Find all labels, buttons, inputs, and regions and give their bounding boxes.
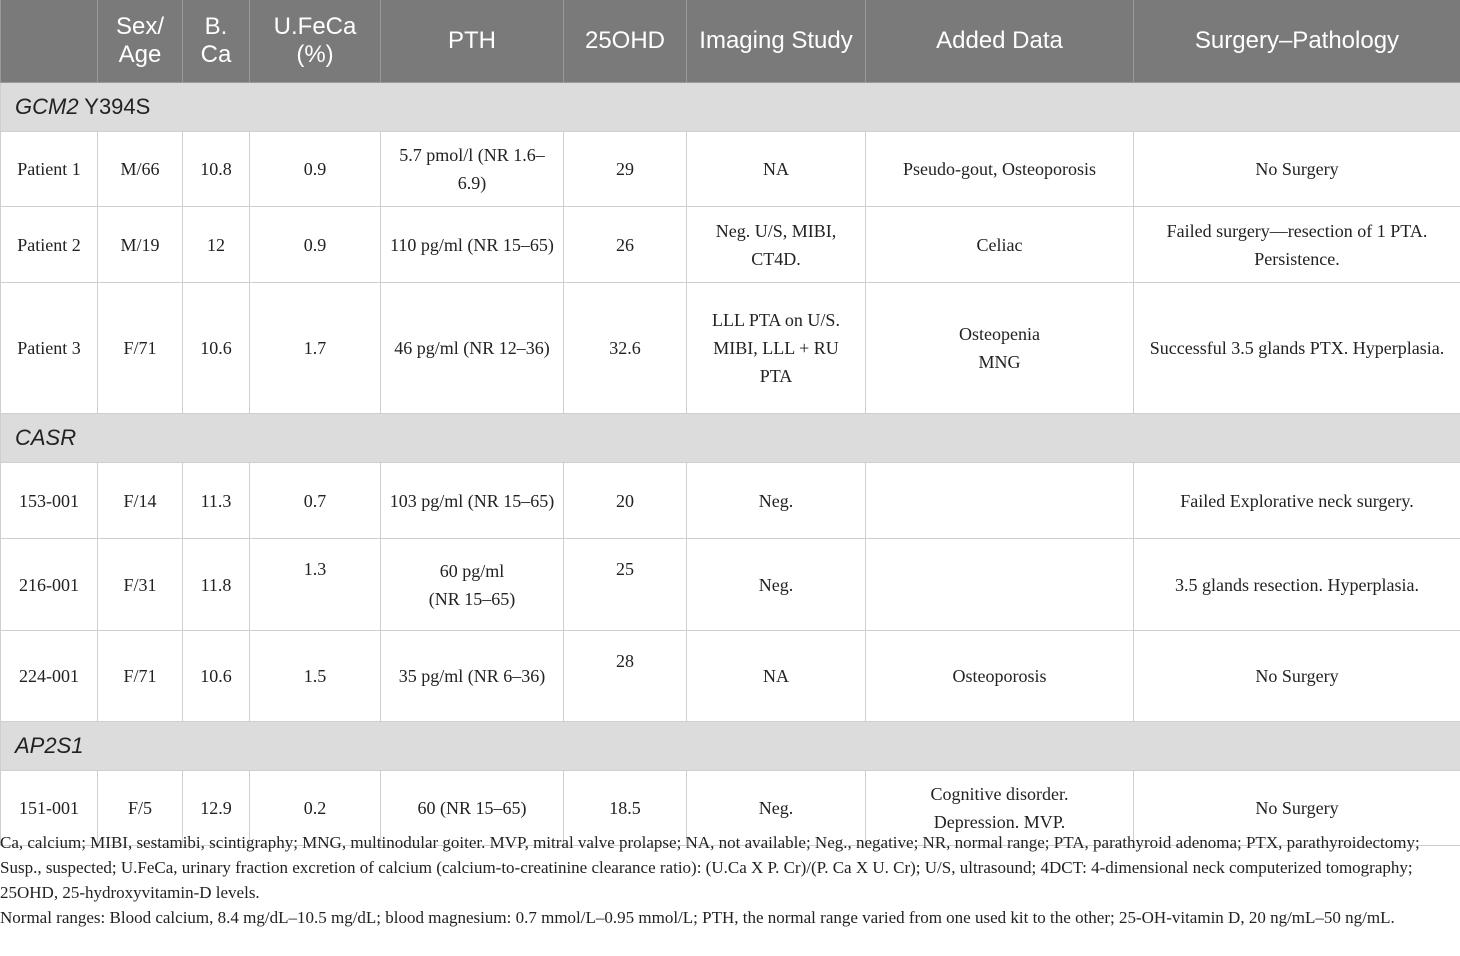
cell-sex-age: F/5: [98, 771, 183, 846]
cell-ufeca: 0.7: [250, 463, 381, 539]
group-row-casr: [1, 414, 1460, 463]
cell-id: Patient 3: [1, 283, 98, 414]
table-row: [1, 463, 1460, 539]
table-row: [1, 283, 1460, 414]
footnote-normal-ranges: Normal ranges: Blood calcium, 8.4 mg/dL–10.5 mg/dL; blood magnesium: 0.7 mmol/L–0.95 mmol/L; PTH, the normal range varied from one used kit to the other; 25-OH-vitamin D, 20 ng/mL–50 ng/mL.: [0, 908, 1395, 927]
cell-25ohd: 26: [564, 207, 687, 283]
group-label: [1, 414, 1460, 463]
cell-ufeca: 0.2: [250, 771, 381, 846]
cell-25ohd: 25: [564, 539, 687, 631]
gene-variant: Y394S: [78, 94, 151, 119]
cell-bca: 12: [183, 207, 250, 283]
cell-imaging: Neg.: [687, 771, 866, 846]
cell-sex-age: F/31: [98, 539, 183, 631]
table-row: [1, 539, 1460, 631]
cell-bca: 12.9: [183, 771, 250, 846]
cell-sex-age: F/71: [98, 283, 183, 414]
cell-added-data: [866, 463, 1134, 539]
cell-25ohd: 18.5: [564, 771, 687, 846]
cell-bca: 10.6: [183, 283, 250, 414]
cell-surgery: No Surgery: [1134, 771, 1460, 846]
header-added-data: Added Data: [866, 0, 1134, 83]
cell-surgery: 3.5 glands resection. Hyperplasia.: [1134, 539, 1460, 631]
cell-pth: [381, 539, 564, 631]
cell-id: 224-001: [1, 631, 98, 722]
added-data-line: Depression. MVP.: [933, 812, 1066, 832]
cell-ufeca: 1.3: [250, 539, 381, 631]
cell-imaging: Neg.: [687, 539, 866, 631]
gene-name: CASR: [15, 425, 77, 450]
group-row-ap2s1: [1, 722, 1460, 771]
cell-surgery: No Surgery: [1134, 631, 1460, 722]
cell-sex-age: M/66: [98, 132, 183, 207]
cell-imaging: [687, 283, 866, 414]
group-label: [1, 722, 1460, 771]
cell-surgery: Failed Explorative neck surgery.: [1134, 463, 1460, 539]
cell-ufeca: 0.9: [250, 132, 381, 207]
cell-25ohd: 32.6: [564, 283, 687, 414]
header-sex-age: Sex/ Age: [98, 0, 183, 83]
cell-imaging: Neg.: [687, 463, 866, 539]
cell-added-data: Celiac: [866, 207, 1134, 283]
imaging-line: LLL PTA on U/S.: [712, 310, 840, 330]
cell-pth: 5.7 pmol/l (NR 1.6–6.9): [381, 132, 564, 207]
cell-pth: 103 pg/ml (NR 15–65): [381, 463, 564, 539]
cell-bca: 11.3: [183, 463, 250, 539]
cell-sex-age: F/71: [98, 631, 183, 722]
cell-id: 153-001: [1, 463, 98, 539]
cell-imaging: NA: [687, 132, 866, 207]
cell-25ohd: 28: [564, 631, 687, 722]
cell-25ohd: 29: [564, 132, 687, 207]
cell-bca: 10.8: [183, 132, 250, 207]
header-surgery-pathology: Surgery–Pathology: [1134, 0, 1460, 83]
cell-surgery: Successful 3.5 glands PTX. Hyperplasia.: [1134, 283, 1460, 414]
header-25ohd: 25OHD: [564, 0, 687, 83]
header-ufeca: U.FeCa (%): [250, 0, 381, 83]
header-id: [1, 0, 98, 83]
cell-pth: 46 pg/ml (NR 12–36): [381, 283, 564, 414]
gene-name: GCM2: [15, 94, 79, 119]
cell-id: 216-001: [1, 539, 98, 631]
cell-pth: 110 pg/ml (NR 15–65): [381, 207, 564, 283]
cell-pth: 60 (NR 15–65): [381, 771, 564, 846]
added-data-line: MNG: [978, 352, 1021, 372]
cell-id: Patient 2: [1, 207, 98, 283]
cell-ufeca: 1.5: [250, 631, 381, 722]
cell-added-data: [866, 539, 1134, 631]
header-imaging-study: Imaging Study: [687, 0, 866, 83]
header-pth: PTH: [381, 0, 564, 83]
cell-surgery: Failed surgery—resection of 1 PTA. Persistence.: [1134, 207, 1460, 283]
cell-bca: 10.6: [183, 631, 250, 722]
gene-name: AP2S1: [15, 733, 84, 758]
group-label: [1, 83, 1460, 132]
table-row: [1, 207, 1460, 283]
group-row-gcm2: [1, 83, 1460, 132]
table-row: [1, 631, 1460, 722]
cell-added-data: Osteoporosis: [866, 631, 1134, 722]
cell-ufeca: 1.7: [250, 283, 381, 414]
cell-pth: 35 pg/ml (NR 6–36): [381, 631, 564, 722]
cell-imaging: NA: [687, 631, 866, 722]
pth-line: (NR 15–65): [428, 588, 516, 609]
cell-bca: 11.8: [183, 539, 250, 631]
cell-added-data: Pseudo-gout, Osteoporosis: [866, 132, 1134, 207]
header-blood-calcium: B. Ca: [183, 0, 250, 83]
cell-imaging: Neg. U/S, MIBI, CT4D.: [687, 207, 866, 283]
cell-25ohd: 20: [564, 463, 687, 539]
cell-id: 151-001: [1, 771, 98, 846]
cell-ufeca: 0.9: [250, 207, 381, 283]
added-data-line: Cognitive disorder.: [930, 784, 1069, 804]
pth-line: 60 pg/ml: [439, 560, 505, 581]
table-row: [1, 132, 1460, 207]
header-row: [1, 0, 1460, 83]
footnote-abbreviations: Ca, calcium; MIBI, sestamibi, scintigraphy; MNG, multinodular goiter. MVP, mitral valve prolapse; NA, not available; Neg., negative; NR, normal range; PTA, parathyroid adenoma; PTX, parathyroidectomy; Susp., suspected; U.FeCa, urinary fraction excretion of calcium (calcium-to-creatinine clearance ratio): (U.Ca X P. Cr)/(P. Ca X U. Cr); U/S, ultrasound; 4DCT: 4-dimensional neck computerized tomography; 25OHD, 25-hydroxyvitamin-D levels.: [0, 833, 1420, 902]
cell-added-data: [866, 283, 1134, 414]
table-footnotes: [0, 830, 1460, 930]
cell-sex-age: F/14: [98, 463, 183, 539]
cell-sex-age: M/19: [98, 207, 183, 283]
cell-id: Patient 1: [1, 132, 98, 207]
imaging-line: MIBI, LLL + RU PTA: [713, 338, 839, 386]
added-data-line: Osteopenia: [959, 324, 1040, 344]
cell-surgery: No Surgery: [1134, 132, 1460, 207]
